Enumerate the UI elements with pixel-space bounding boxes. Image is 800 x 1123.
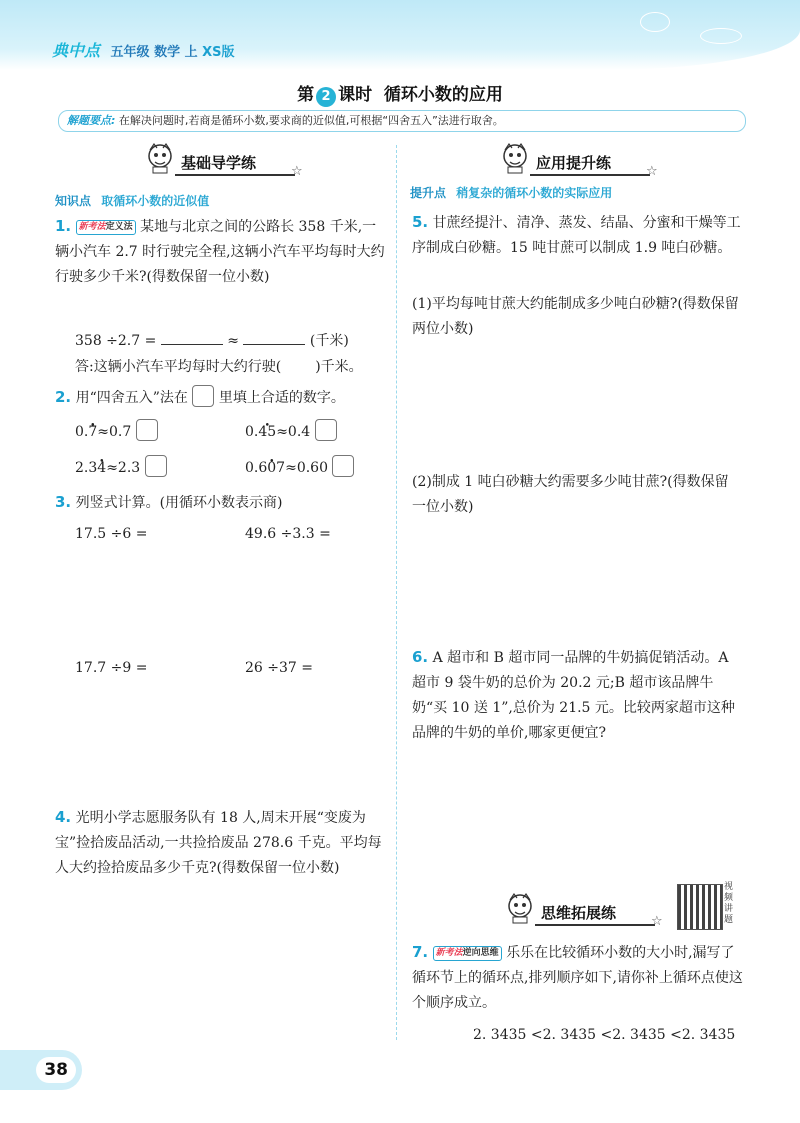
mascot-icon bbox=[505, 892, 535, 924]
blank-box bbox=[192, 385, 214, 407]
q2-item: 2.34 •≈2.3 bbox=[75, 455, 167, 481]
lesson-title-text: 循环小数的应用 bbox=[383, 85, 503, 105]
question-2: 2. 用“四舍五入”法在 里填上合适的数字。 bbox=[55, 385, 385, 411]
column-divider bbox=[396, 145, 397, 1040]
expression: 26 ÷37 = bbox=[245, 660, 313, 676]
q5-sub2: (2)制成 1 吨白砂糖大约需要多少吨甘蔗?(得数保留一位小数) bbox=[412, 474, 729, 515]
expression: 17.7 ÷9 = bbox=[75, 660, 148, 676]
series-label: 五年级 数学 上 bbox=[110, 45, 198, 60]
improve-point: 提升点 稍复杂的循环小数的实际应用 bbox=[410, 186, 613, 200]
q5-sub1: (1)平均每吨甘蔗大约能制成多少吨白砂糖?(得数保留两位小数) bbox=[412, 296, 739, 337]
page-title: 第 2 课时 循环小数的应用 bbox=[297, 85, 503, 105]
question-1: 1. 新考法定义法 某地与北京之间的公路长 358 千米,一辆小汽车 2.7 时行驶完全程,这辆小汽车平均每时大约行驶多少千米?(得数保留一位小数) bbox=[55, 217, 385, 285]
q1-answer: 答:这辆小汽车平均每时大约行驶( )千米。 bbox=[75, 359, 363, 375]
brand-logo: 典中点 bbox=[52, 41, 101, 60]
fill-box[interactable] bbox=[332, 455, 354, 477]
section-header-basic: 基础导学练 ☆ bbox=[145, 148, 305, 176]
mascot-icon bbox=[145, 142, 175, 174]
question-7: 7. 新考法逆向思维 乐乐在比较循环小数的大小时,漏写了循环节上的循环点,排列顺序如下,请你补上循环点使这个顺序成立。 bbox=[412, 943, 743, 1011]
decimal-sequence: 2. 3435 <2. 3435 <2. 3435 <2. 3435 bbox=[473, 1027, 736, 1043]
q1-calculation: 358 ÷2.7 = ≈ (千米) bbox=[75, 333, 349, 349]
solving-keypoint: 解题要点: 在解决问题时,若商是循环小数,要求商的近似值,可根据“四舍五入”法进行取舍。 bbox=[58, 110, 746, 132]
lesson-number-badge: 2 bbox=[316, 87, 336, 107]
expression: 49.6 ÷3.3 = bbox=[245, 526, 331, 542]
section-header-application: 应用提升练 ☆ bbox=[500, 148, 660, 176]
fill-box[interactable] bbox=[136, 419, 158, 441]
qr-label: 视频讲题 bbox=[724, 882, 734, 925]
q2-item: 0.45 •≈0.4 bbox=[245, 419, 337, 445]
q2-item: 0.7 •≈0.7 bbox=[75, 419, 158, 445]
question-5: 5. 甘蔗经提汁、清净、蒸发、结晶、分蜜和干燥等工序制成白砂糖。15 吨甘蔗可以制成 1.9 吨白砂糖。 bbox=[412, 213, 741, 256]
edition-label: XS版 bbox=[202, 45, 235, 60]
star-icon: ☆ bbox=[646, 164, 658, 179]
answer-blank[interactable] bbox=[243, 344, 305, 345]
knowledge-point: 知识点 取循环小数的近似值 bbox=[55, 194, 210, 208]
fill-box[interactable] bbox=[145, 455, 167, 477]
cloud-icon bbox=[640, 12, 670, 32]
answer-blank[interactable] bbox=[161, 344, 223, 345]
page-number: 38 bbox=[0, 1050, 82, 1090]
mascot-icon bbox=[500, 142, 530, 174]
question-6: 6. A 超市和 B 超市同一品牌的牛奶搞促销活动。A 超市 9 袋牛奶的总价为 20.2 元;B 超市该品牌牛奶“买 10 送 1”,总价为 21.5 元。比较两家超市这种品牌的牛奶的单价,哪家更便宜? bbox=[412, 648, 735, 741]
expression: 17.5 ÷6 = bbox=[75, 526, 148, 542]
cloud-icon bbox=[700, 28, 742, 44]
fill-box[interactable] bbox=[315, 419, 337, 441]
qr-code-icon[interactable] bbox=[677, 884, 723, 930]
star-icon: ☆ bbox=[651, 914, 663, 929]
new-method-badge: 新考法定义法 bbox=[76, 220, 136, 235]
star-icon: ☆ bbox=[291, 164, 303, 179]
q2-item: 0.607 •≈0.60 bbox=[245, 455, 354, 481]
series-header bbox=[52, 38, 235, 61]
section-header-expand: 思维拓展练 ☆ bbox=[505, 898, 665, 926]
question-4: 4. 光明小学志愿服务队有 18 人,周末开展“变废为宝”捡拾废品活动,一共捡拾废品 278.6 千克。平均每人大约捡拾废品多少千克?(得数保留一位小数) bbox=[55, 808, 382, 876]
new-method-badge: 新考法逆向思维 bbox=[433, 946, 502, 961]
question-3: 3. 列竖式计算。(用循环小数表示商) bbox=[55, 493, 283, 511]
